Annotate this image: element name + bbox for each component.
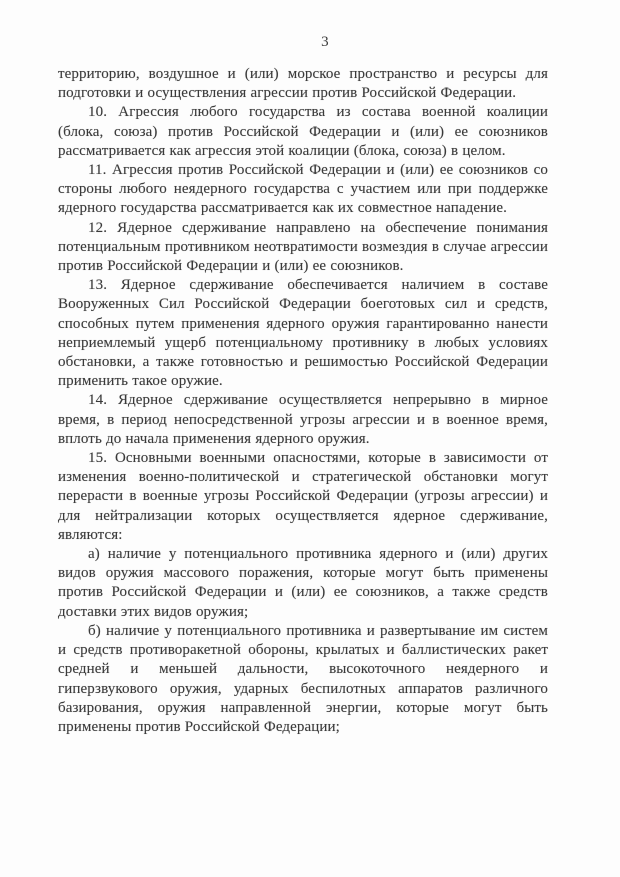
- paragraph-11: 11. Агрессия против Российской Федерации и (или) ее союзников со стороны любого неядерного государства с участием или при поддержке ядерного государства рассматривается как их совместное нападение.: [58, 162, 548, 217]
- subparagraph-b: б) наличие у потенциального противника и развертывание им систем и средств противоракетной обороны, крылатых и баллистических ракет средней и меньшей дальности, высокоточного неядерного и гиперзвукового оружия, ударных беспилотных аппаратов различного базирования, оружия направленной энергии, которые могут быть применены против Российской Федерации;: [58, 622, 548, 735]
- paragraph-15: 15. Основными военными опасностями, которые в зависимости от изменения военно-политической и стратегической обстановки могут перерасти в военные угрозы Российской Федерации (угрозы агрессии) и для нейтрализации которых осуществляется ядерное сдерживание, являются:: [58, 450, 548, 543]
- paragraph-10: 10. Агрессия любого государства из состава военной коалиции (блока, союза) против Российской Федерации и (или) ее союзников рассматривается как агрессия этой коалиции (блока, союза) в целом.: [58, 104, 548, 159]
- paragraph-12: 12. Ядерное сдерживание направлено на обеспечение понимания потенциальным противником неотвратимости возмездия в случае агрессии против Российской Федерации и (или) ее союзников.: [58, 219, 548, 275]
- paragraph-14: 14. Ядерное сдерживание осуществляется непрерывно в мирное время, в период непосредственной угрозы агрессии и в военное время, вплоть до начала применения ядерного оружия.: [58, 392, 548, 447]
- page-number: 3: [321, 34, 329, 50]
- document-body: [58, 65, 548, 737]
- paragraph-13: 13. Ядерное сдерживание обеспечивается наличием в составе Вооруженных Сил Российской Федерации боеготовых сил и средств, способных путем применения ядерного оружия гарантированно нанести неприемлемый ущерб потенциальному противнику в любых условиях обстановки, а также готовностью и решимостью Российской Федерации применить такое оружие.: [58, 277, 548, 390]
- subparagraph-a: а) наличие у потенциального противника ядерного и (или) других видов оружия массового поражения, которые могут быть применены против Российской Федерации и (или) ее союзников, а также средств доставки этих видов оружия;: [58, 546, 548, 620]
- paragraph-continuation: территорию, воздушное и (или) морское пространство и ресурсы для подготовки и осуществления агрессии против Российской Федерации.: [58, 66, 548, 102]
